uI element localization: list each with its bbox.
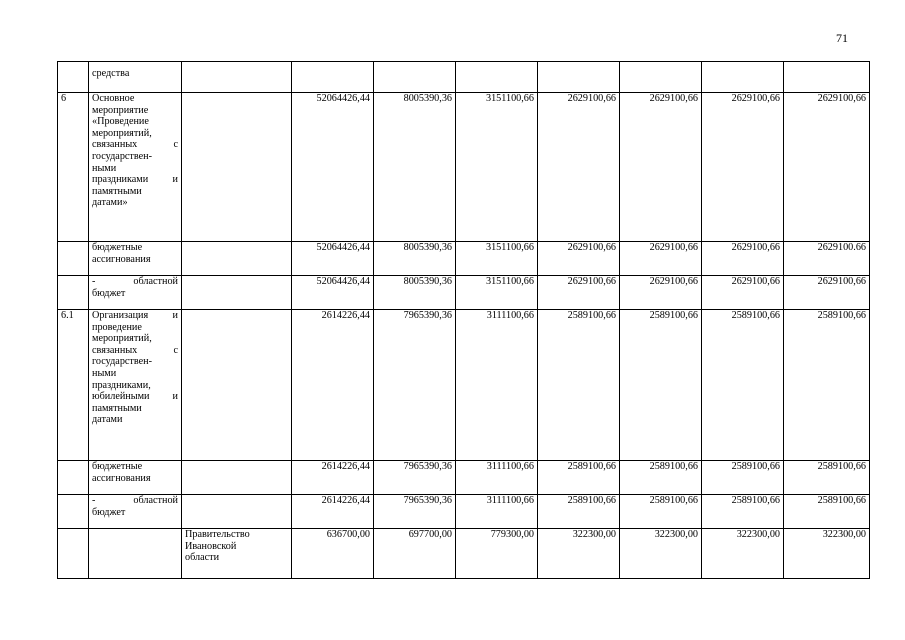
value-cell: 322300,00 (538, 529, 620, 579)
budget-table (57, 61, 870, 579)
value-cell: 8005390,36 (374, 242, 456, 276)
value-cell: 322300,00 (620, 529, 702, 579)
value-cell (620, 62, 702, 93)
value-cell: 2629100,66 (620, 93, 702, 242)
row-name-cell (89, 242, 182, 276)
value-cell: 8005390,36 (374, 93, 456, 242)
row-name-cell (89, 276, 182, 310)
name-line: - областной (92, 276, 178, 287)
value-cell: 7965390,36 (374, 495, 456, 529)
executor-cell (182, 495, 292, 529)
row-number-cell (58, 276, 89, 310)
name-line: Организация и (92, 310, 178, 321)
row-name-cell (89, 62, 182, 93)
value-cell: 2589100,66 (620, 310, 702, 461)
executor-cell (182, 276, 292, 310)
value-cell (292, 62, 374, 93)
executor-cell (182, 529, 292, 579)
table-row (58, 310, 870, 461)
value-cell (702, 62, 784, 93)
table-row (58, 242, 870, 276)
name-line: Основное (92, 93, 135, 104)
value-cell: 2589100,66 (538, 310, 620, 461)
value-cell: 2629100,66 (538, 93, 620, 242)
value-cell: 2589100,66 (702, 310, 784, 461)
name-line: ными (92, 162, 117, 174)
value-cell: 2629100,66 (620, 242, 702, 276)
name-line: проведение (92, 321, 142, 333)
value-cell: 2589100,66 (702, 495, 784, 529)
value-cell: 779300,00 (456, 529, 538, 579)
executor-cell (182, 310, 292, 461)
name-line: датами» (92, 197, 128, 209)
value-cell: 3151100,66 (456, 276, 538, 310)
value-cell: 52064426,44 (292, 93, 374, 242)
row-name-cell (89, 495, 182, 529)
value-cell: 2589100,66 (784, 461, 870, 495)
name-line: памятными (92, 402, 142, 414)
name-line: - областной (92, 495, 178, 506)
executor-line: области (185, 552, 220, 564)
value-cell: 2589100,66 (620, 495, 702, 529)
table-row (58, 276, 870, 310)
value-cell: 3111100,66 (456, 495, 538, 529)
name-line: ными (92, 367, 117, 379)
executor-cell (182, 93, 292, 242)
table-row (58, 529, 870, 579)
value-cell: 2589100,66 (620, 461, 702, 495)
value-cell: 2629100,66 (702, 242, 784, 276)
value-cell: 2629100,66 (620, 276, 702, 310)
value-cell: 636700,00 (292, 529, 374, 579)
table-row (58, 461, 870, 495)
name-line: мероприятие (92, 104, 149, 116)
name-line: праздниками и (92, 174, 178, 186)
value-cell (538, 62, 620, 93)
value-cell: 2629100.66 (784, 242, 870, 276)
row-number-cell: 6 (58, 93, 89, 242)
row-name-cell (89, 310, 182, 461)
name-line: средства (92, 68, 130, 79)
value-cell: 2614226,44 (292, 310, 374, 461)
value-cell: 2589100,66 (538, 461, 620, 495)
table-row (58, 495, 870, 529)
row-number-cell (58, 62, 89, 93)
name-line: мероприятий, (92, 333, 152, 345)
name-line: бюджет (92, 287, 126, 299)
row-number-cell (58, 495, 89, 529)
value-cell: 2589100,66 (702, 461, 784, 495)
value-cell: 52064426,44 (292, 276, 374, 310)
value-cell: 8005390,36 (374, 276, 456, 310)
row-number-cell (58, 242, 89, 276)
executor-cell (182, 461, 292, 495)
value-cell: 2589100,66 (784, 495, 870, 529)
value-cell: 2589100,66 (538, 495, 620, 529)
name-line: государствен- (92, 150, 152, 162)
value-cell: 2629100,66 (538, 242, 620, 276)
name-line: бюджетные (92, 461, 143, 472)
row-name-cell (89, 93, 182, 242)
value-cell: 52064426,44 (292, 242, 374, 276)
name-line: «Проведение (92, 116, 149, 128)
name-line: памятными (92, 185, 142, 197)
value-cell: 2629100,66 (538, 276, 620, 310)
name-line: связанных с (92, 139, 178, 151)
executor-line: Ивановской (185, 540, 237, 552)
row-name-cell (89, 529, 182, 579)
value-cell: 3151100,66 (456, 93, 538, 242)
name-line: юбилейными и (92, 391, 178, 403)
name-line: датами (92, 414, 123, 426)
value-cell: 7965390,36 (374, 310, 456, 461)
name-line: бюджет (92, 506, 126, 518)
executor-cell (182, 62, 292, 93)
value-cell (784, 62, 870, 93)
value-cell: 3111100,66 (456, 461, 538, 495)
table-row (58, 62, 870, 93)
executor-cell (182, 242, 292, 276)
name-line: праздниками, (92, 379, 151, 391)
value-cell: 2629100,66 (702, 276, 784, 310)
row-number-cell (58, 461, 89, 495)
row-name-cell (89, 461, 182, 495)
value-cell: 2629100,66 (784, 276, 870, 310)
value-cell: 2589100,66 (784, 310, 870, 461)
name-line: ассигнования (92, 253, 151, 265)
name-line: государствен- (92, 356, 152, 368)
value-cell: 3111100,66 (456, 310, 538, 461)
name-line: ассигнования (92, 472, 151, 484)
row-number-cell: 6.1 (58, 310, 89, 461)
value-cell: 2614226,44 (292, 461, 374, 495)
value-cell: 2629100,66 (702, 93, 784, 242)
value-cell: 2614226,44 (292, 495, 374, 529)
row-number-cell (58, 529, 89, 579)
value-cell: 2629100,66 (784, 93, 870, 242)
name-line: мероприятий, (92, 127, 152, 139)
value-cell: 3151100,66 (456, 242, 538, 276)
name-line: бюджетные (92, 242, 143, 253)
value-cell: 322300,00 (784, 529, 870, 579)
value-cell: 322300,00 (702, 529, 784, 579)
executor-line: Правительство (185, 529, 250, 540)
value-cell: 7965390,36 (374, 461, 456, 495)
page-number: 71 (836, 31, 848, 45)
value-cell (456, 62, 538, 93)
value-cell: 697700,00 (374, 529, 456, 579)
value-cell (374, 62, 456, 93)
table-row (58, 93, 870, 242)
name-line: связанных с (92, 344, 178, 356)
